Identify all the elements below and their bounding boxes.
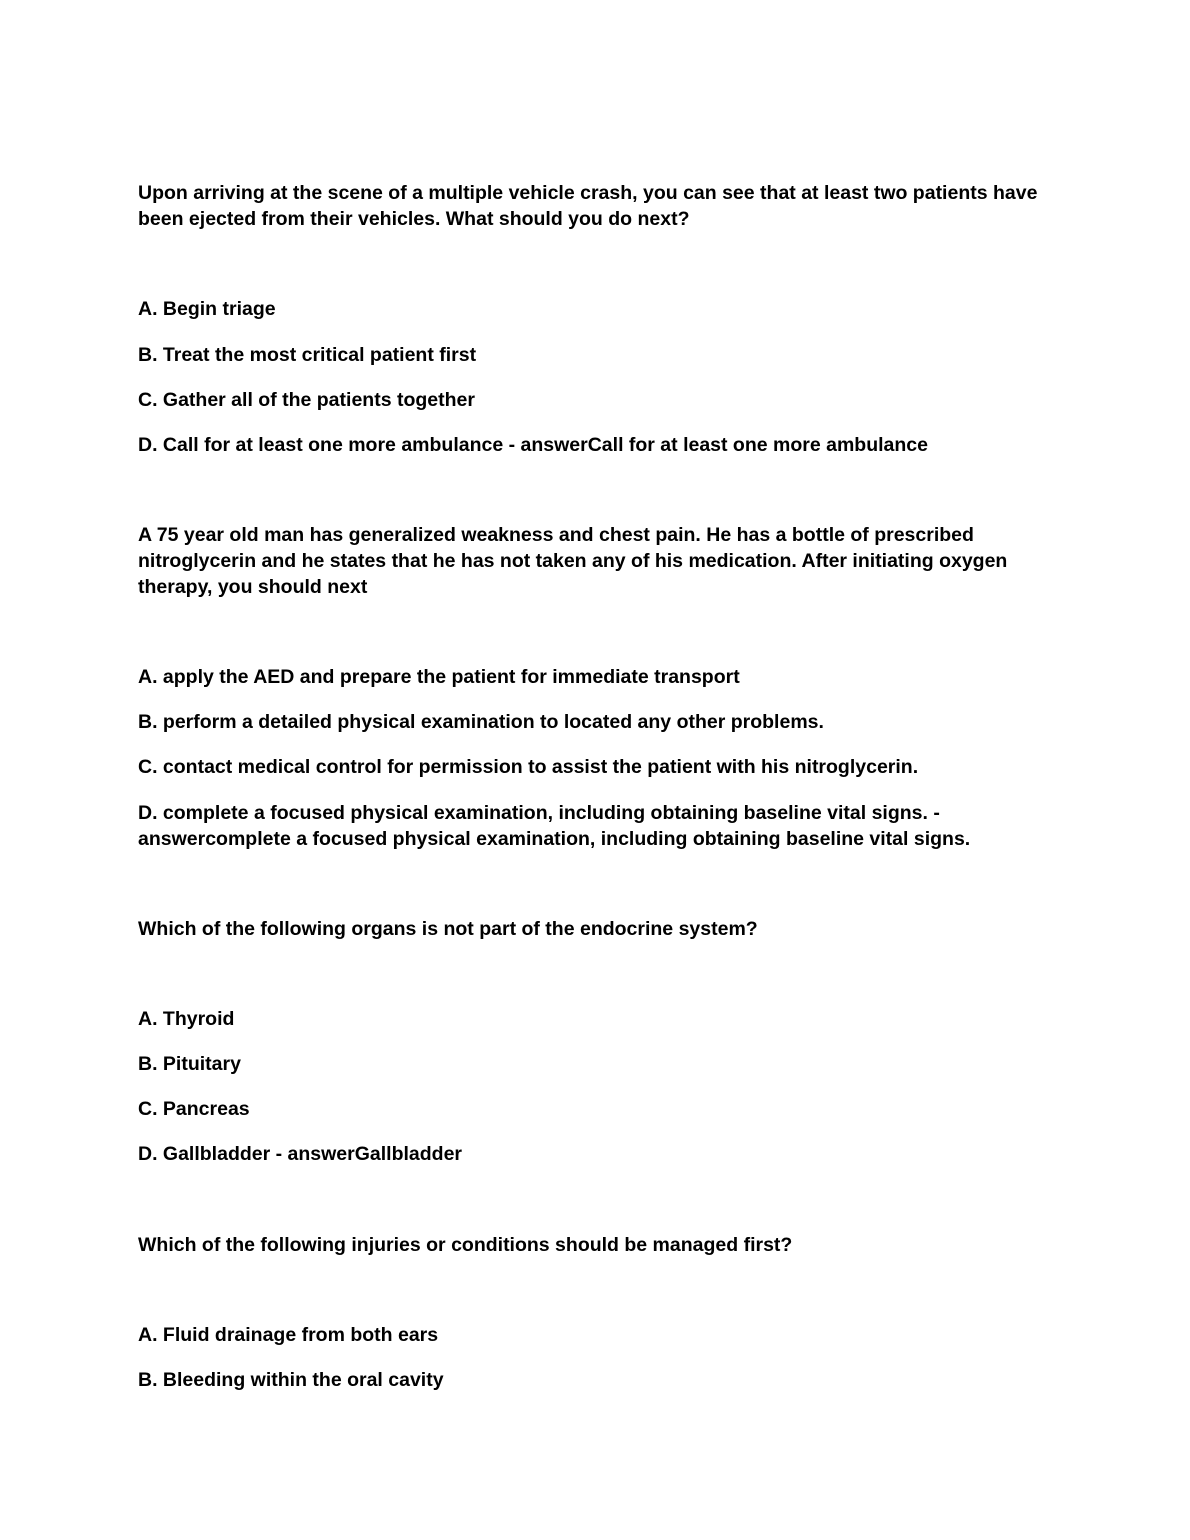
question-2-option-b: B. perform a detailed physical examination to located any other problems. [138,711,824,733]
question-3-option-b: B. Pituitary [138,1053,241,1075]
question-3-stem: Which of the following organs is not part of the endocrine system? [138,918,758,940]
question-2-option-a: A. apply the AED and prepare the patient for immediate transport [138,666,740,688]
question-2-option-c: C. contact medical control for permission to assist the patient with his nitroglycerin. [138,756,919,778]
question-2-stem: A 75 year old man has generalized weakness and chest pain. He has a bottle of prescribed nitroglycerin and he states that he has not taken any of his medication. After initiating oxygen therapy, you should next [138,524,1008,598]
question-4-stem: Which of the following injuries or conditions should be managed first? [138,1234,793,1256]
question-1-stem: Upon arriving at the scene of a multiple vehicle crash, you can see that at least two patients have been ejected from their vehicles. What should you do next? [138,182,1038,230]
question-1-option-d: D. Call for at least one more ambulance - answerCall for at least one more ambulance [138,434,928,456]
question-3-option-d: D. Gallbladder - answerGallbladder [138,1143,463,1165]
question-4-option-b: B. Bleeding within the oral cavity [138,1369,444,1391]
question-3-option-c: C. Pancreas [138,1098,250,1120]
question-2-option-d: D. complete a focused physical examination, including obtaining baseline vital signs. - answercomplete a focused physical examination, including obtaining baseline vital signs. [138,802,971,850]
question-4-option-a: A. Fluid drainage from both ears [138,1324,439,1346]
question-1-option-a: A. Begin triage [138,298,276,320]
question-1-option-b: B. Treat the most critical patient first [138,344,477,366]
question-1-option-c: C. Gather all of the patients together [138,389,475,411]
question-3-option-a: A. Thyroid [138,1008,235,1030]
